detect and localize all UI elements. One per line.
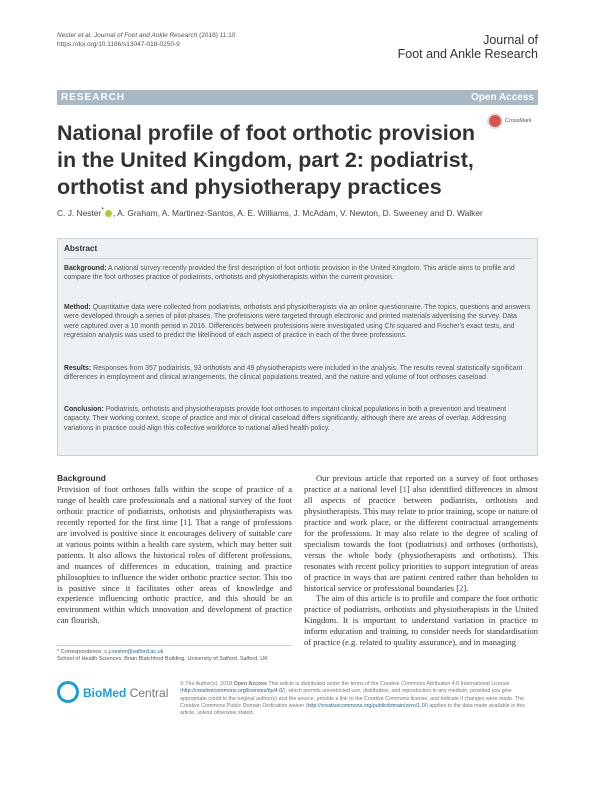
abstract-conclusion-text: Podiatrists, orthotists and physiotherapists provide foot orthoses to important clinical populations in both a prevention and treatment capacity. Their working context, scope of practice and mix of clinical caseload differs significantly, although there are areas of overlap. Addressing variations in practice could align this collective workforce to national allied health policy. (64, 406, 507, 432)
publisher-name (83, 686, 168, 700)
crossmark-icon (487, 113, 503, 129)
license-open-access: Open Access (233, 681, 267, 687)
abstract-conclusion (64, 405, 532, 433)
abstract-heading: Abstract (64, 244, 98, 253)
abstract-method-text: Quantitative data were collected from podiatrists, orthotists and physiotherapists via an online questionnaire. The topics, questions and answers were developed through a series of pilot phases. The professions were targeted through electronic and printed materials advertising the survey. Data were captured over a 10 month period in 2016. Differences between professions were investigated using Chi squared and Fischer's exact tests, and regression analysis was used to predict the likelihood of each aspect of practice in each of the three professions. (64, 304, 531, 340)
abstract-background (64, 264, 532, 283)
reference-link[interactable]: 1 (183, 516, 188, 527)
license-url-link[interactable]: http://creativecommons.org/licenses/by/4.0/ (181, 688, 284, 695)
article-type-banner (57, 90, 538, 105)
abstract-background-label: Background: (64, 265, 107, 272)
license-text-c: ), which permits unrestricted use, distribution, and reproduction in any medium, provided you give appropriate credit to the original author(s) and the source, provide a link to the Creative Commons license, and indicate if changes were made. The Creative Commons Public Domain Dedication waiver ( (180, 688, 525, 709)
abstract-results-text: Responses from 357 podiatrists, 93 orthotists and 49 physiotherapists were included in the analysis. The results reveal statistically significant differences in employment and clinical arrangements, the clinical populations treated, and the nature and volume of foot orthoses caseload. (64, 365, 523, 382)
reference-link[interactable]: 2 (459, 582, 464, 593)
citation-line (57, 31, 236, 40)
publisher-logo (57, 681, 177, 705)
citation-header (57, 31, 236, 49)
citation-volume: (2018) 11:10 (197, 32, 236, 39)
body-column-right (304, 473, 538, 648)
abstract-box (57, 238, 538, 456)
right-p1-text-a: Our previous article that reported on a survey of foot orthoses practice at a national level [ (304, 473, 538, 494)
public-domain-url-link[interactable]: http://creativecommons.org/publicdomain/zero/1.0/ (307, 702, 427, 709)
background-heading: Background (57, 473, 106, 483)
body-column-left (57, 473, 292, 626)
abstract-results-label: Results: (64, 365, 92, 372)
doi-link[interactable]: https://doi.org/10.1186/s13047-018-0250-9 (57, 41, 180, 48)
crossmark-label: CrossMark (505, 118, 532, 124)
right-p1-text-b: ] also identified differences in almost all aspects of practice between podiatrists, orthotists and physiotherapists. This may relate to prior training, scope or nature of practice and work place, or the different contractual arrangements for the professions. It may also relate to the degree of scaling of specialism towards the foot (podiatrists) and orthoses (orthotists), versus the whole body (physiotherapists and orthotists). This resonates with recent policy priorities to support integration of areas of practice in ways that are patient centred rather than beholden to historical service or professional boundaries [ (304, 483, 538, 593)
abstract-divider (64, 258, 531, 259)
journal-name-line1: Journal of (483, 33, 538, 47)
other-authors: , A. Graham, A. Martinez-Santos, A. E. Williams, J. McAdam, V. Newton, D. Sweeney and D. Walker (112, 207, 483, 218)
orcid-icon[interactable] (105, 210, 112, 217)
abstract-background-text: A national survey recently provided the first description of foot orthotic provision in the United Kingdom. This article aims to profile and compare the foot orthoses practice of podiatrists, orthotists and physiotherapists within the current provision. (64, 265, 515, 282)
correspondence-address: School of Health Sciences, Brian Blatchford Building, University of Salford, Salford, UK (57, 656, 268, 662)
first-author[interactable]: C. J. Nester (57, 207, 102, 218)
license-text-d: ) applies to the data made available in this article, unless otherwise stated. (180, 702, 526, 717)
license-text-a: © The Author(s). 2018 (180, 681, 234, 687)
left-p1-text-a: Provision of foot orthoses falls within the scope of practice of a range of health care professionals and a national survey of the foot orthotic practice of podiatrists, orthotists and physiotherapists was recently reported for the first time [ (57, 483, 292, 527)
background-paragraph (57, 484, 292, 626)
right-paragraph-2: The aim of this article is to profile and compare the foot orthotic practice of podiatrists, orthotists and physiotherapists in the United Kingdom. It is important to understand variation in practice to inform education and training, to consider needs for standardisation of practice (e.g. related to quality assurance), and in managing (304, 593, 538, 648)
reference-link[interactable]: 1 (402, 483, 407, 494)
publisher-name-bold: BioMed (83, 686, 127, 700)
citation-journal: Nester et al. Journal of Foot and Ankle Research (57, 32, 198, 39)
corresponding-mark: * (101, 207, 104, 214)
correspondence-footnote (57, 645, 292, 663)
correspondence-email[interactable]: c.j.nester@salford.ac.uk (104, 649, 164, 655)
crossmark-badge[interactable] (487, 113, 539, 133)
license-statement (180, 681, 538, 717)
license-text-b: This article is distributed under the terms of the Creative Commons Attribution 4.0 International License ( (180, 681, 510, 695)
journal-logo (398, 33, 538, 61)
section-label: RESEARCH (61, 92, 126, 103)
abstract-method (64, 303, 532, 341)
correspondence-label: * Correspondence: (57, 649, 105, 655)
article-title: National profile of foot orthotic provision in the United Kingdom, part 2: podiatrist, orthotist and physiotherapy practices (57, 121, 476, 199)
left-p1-text-b: ]. That a range of professions are involved is positive since it encourages delivery of suitable care at various points within a health care system, which may better suit patients. It also allows the historical roles of different professions, and nuances of differences in education, training and practice philosophies to influence the wider orthotic practice sector. This too is positive since it facilitates other areas of knowledge and experience influencing orthotic practice, and this should be an environment within which innovation and development of practice can flourish. (57, 516, 292, 626)
abstract-results (64, 364, 532, 383)
biomed-central-icon (57, 681, 79, 703)
right-paragraph-1 (304, 473, 538, 593)
abstract-method-label: Method: (64, 304, 91, 311)
author-list (57, 207, 538, 218)
journal-name-line2: Foot and Ankle Research (397, 47, 538, 61)
publisher-name-rest: Central (126, 686, 169, 700)
correspondence-line (57, 649, 292, 656)
right-p1-text-c: ]. (463, 582, 469, 593)
open-access-label: Open Access (471, 92, 534, 103)
abstract-conclusion-label: Conclusion: (64, 406, 104, 413)
